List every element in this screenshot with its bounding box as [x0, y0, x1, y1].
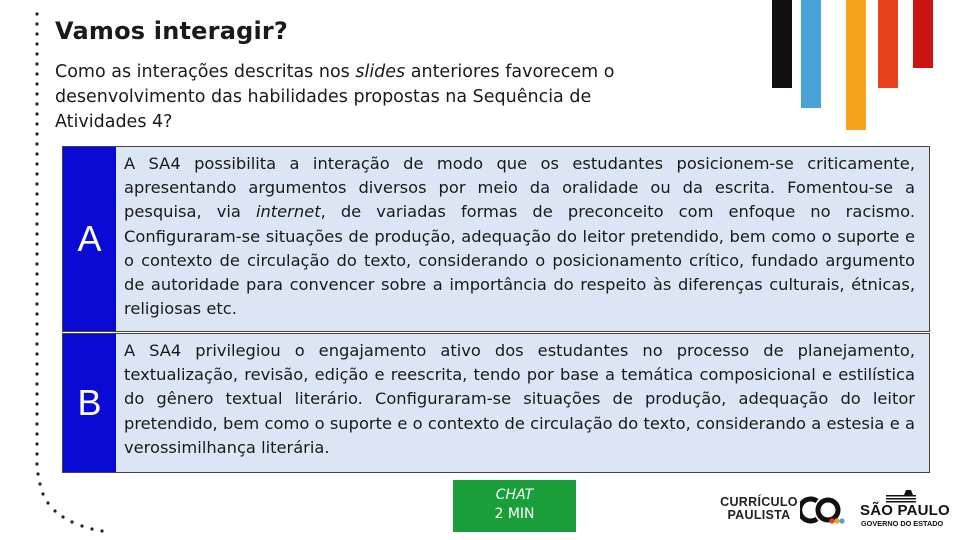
bar-black — [772, 0, 792, 88]
intro-text-2: anteriores favorecem o desenvolvimento das habilidades propostas na Sequência de Atividades 4? — [55, 62, 615, 132]
intro-italic: slides — [355, 62, 406, 82]
bar-orange — [846, 0, 866, 130]
intro-question — [55, 60, 615, 135]
option-a-text-1: A SA4 possibilita a interação de modo que os estudantes posicionem-se criticamente, apresentando argumentos diversos por meio da oralidade ou da escrita. Fomentou-se a pesquisa, via — [124, 154, 915, 222]
curriculo-logo-mark-icon — [800, 493, 846, 527]
option-a-text-2: , de variadas formas de preconceito com enfoque no racismo. Configuraram-se situações de produção, adequação do leitor pretendido, bem como o suporte e o contexto de circulação do texto, considerando o posicionamento crítico, fundado argumento de autoridade para convencer sobre a importância do respeito às diferenças culturais, étnicas, religiosas etc. — [124, 202, 915, 319]
chat-label: CHAT — [495, 487, 534, 503]
bar-red — [913, 0, 933, 68]
option-b-text: A SA4 privilegiou o engajamento ativo dos estudantes no processo de planejamento, textualização, revisão, edição e reescrita, tendo por base a temática composicional e estilística do gênero textual literário. Configuraram-se situações de produção, adequação do leitor pretendido, bem como o suporte e o contexto de circulação do texto, considerando a estesia e a verossimilhança literária. — [124, 341, 915, 457]
sao-paulo-government-logo — [860, 489, 950, 529]
brand-bars — [770, 0, 960, 135]
option-b[interactable] — [62, 333, 930, 473]
option-b-letter: B — [63, 334, 116, 472]
chat-timer-badge — [453, 480, 576, 532]
curriculo-logo-line2: PAULISTA — [727, 508, 791, 522]
option-a-letter: A — [63, 147, 116, 331]
bar-red-orange — [878, 0, 898, 88]
option-a[interactable] — [62, 146, 930, 332]
government-crest-icon — [884, 489, 918, 503]
option-a-text — [124, 152, 915, 321]
option-a-italic: internet — [255, 202, 321, 222]
page-title: Vamos interagir? — [55, 17, 289, 45]
curriculo-logo-line1: CURRÍCULO — [720, 495, 798, 509]
intro-text-1: Como as interações descritas nos — [55, 62, 356, 82]
curriculo-paulista-logo — [718, 493, 848, 527]
chat-time: 2 MIN — [494, 506, 535, 522]
bar-blue — [801, 0, 821, 108]
sao-paulo-text: SÃO PAULO — [860, 502, 950, 519]
governo-text: GOVERNO DO ESTADO — [861, 519, 944, 528]
curriculo-logo-text — [718, 496, 800, 522]
